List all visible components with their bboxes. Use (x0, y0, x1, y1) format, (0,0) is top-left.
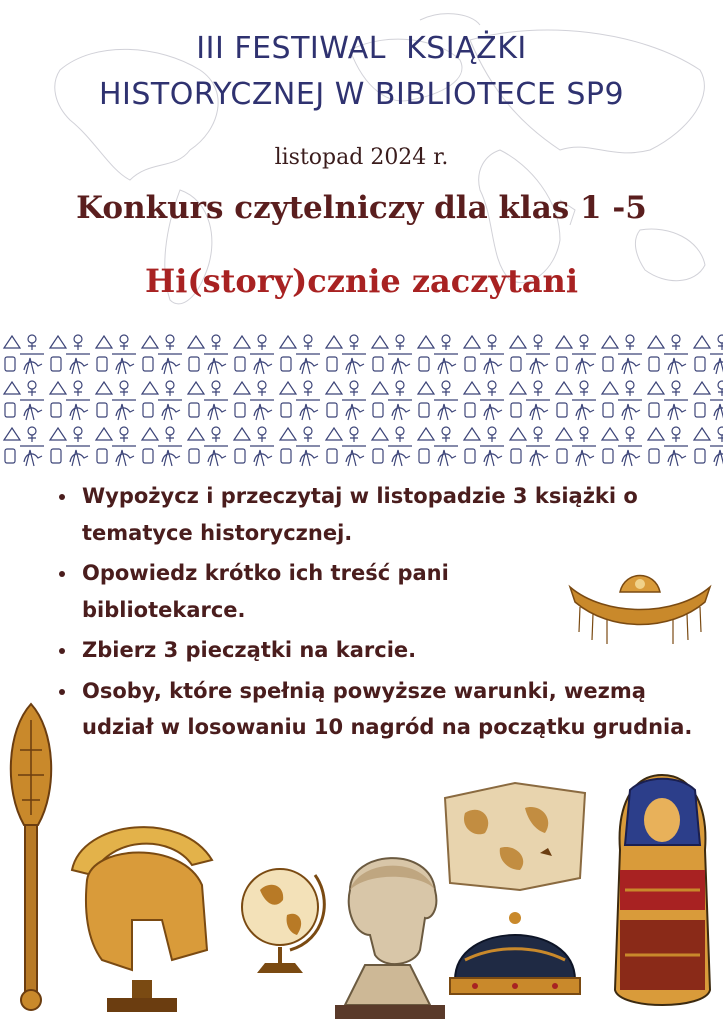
rule-item-1: • Wypożycz i przeczytaj w listopadzie 3 książki o tematyce historycznej. (78, 478, 708, 551)
sarcophagus-illustration (610, 770, 715, 1020)
festival-title (0, 26, 723, 118)
globe-illustration (235, 855, 330, 980)
paddle-illustration (0, 700, 62, 1016)
helmet-illustration (62, 810, 222, 1016)
contest-subtitle: Hi(story)cznie zaczytani (145, 262, 578, 300)
contest-heading: Konkurs czytelniczy dla klas 1 -5 (76, 190, 647, 226)
diadem-illustration (565, 562, 715, 652)
festival-date: listopad 2024 r. (274, 145, 449, 170)
rule-item-2: • Opowiedz krótko ich treść pani bibliotekarce. (78, 555, 562, 628)
festival-title-line2: HISTORYCZNEJ W BIBLIOTECE SP9 (98, 77, 625, 112)
bust-illustration (330, 840, 450, 1020)
festival-title-line1: III FESTIWAL KSIĄŻKI (196, 31, 527, 66)
rule-item-3: • Zbierz 3 pieczątki na karcie. (78, 632, 708, 669)
rule-item-4: • Osoby, które spełnią powyższe warunki, wezmą udział w losowaniu 10 nagród na początku grudnia. (78, 673, 708, 746)
egyptian-pattern-band (0, 330, 723, 468)
crown-illustration (445, 890, 585, 1020)
treasure-map-illustration (440, 778, 590, 896)
